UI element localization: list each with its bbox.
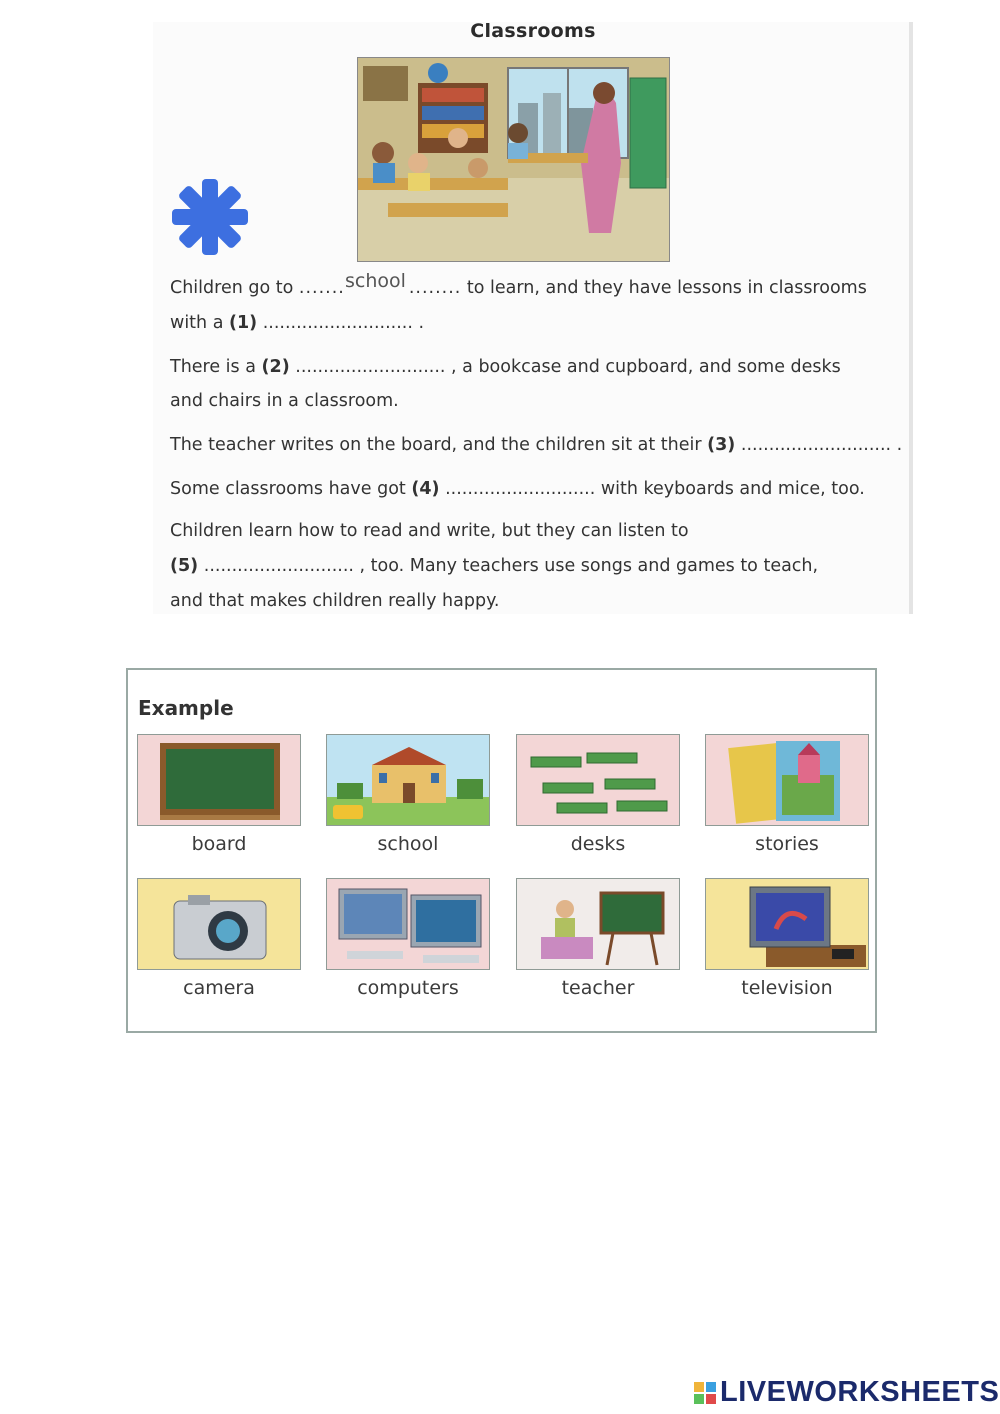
liveworksheets-logo	[694, 1376, 999, 1409]
text-line-5	[170, 435, 902, 455]
desks-picture	[516, 734, 680, 826]
computers-picture	[326, 878, 490, 970]
word-television: television	[741, 977, 833, 999]
text-line-4: and chairs in a classroom.	[170, 391, 399, 411]
word-stories: stories	[755, 833, 819, 855]
answer-blank-2[interactable]: ........................... , a bookcase and cupboard, and some desks	[289, 357, 841, 377]
word-camera: camera	[183, 977, 255, 999]
text-line-1	[170, 278, 867, 298]
asterisk-icon	[168, 175, 252, 259]
word-teacher: teacher	[561, 977, 635, 999]
answer-blank-1[interactable]: ........................... .	[257, 313, 425, 333]
question-number-5: (5)	[170, 556, 199, 576]
liveworksheets-icon	[694, 1382, 716, 1404]
brand-text: LIVEWORKSHEETS	[720, 1376, 1000, 1408]
word-desks: desks	[570, 833, 626, 855]
answer-blank-example-tail: ........	[408, 278, 462, 298]
text: Some classrooms have got	[170, 479, 412, 499]
handwritten-answer: school	[345, 270, 406, 292]
example-title: Example	[138, 696, 234, 720]
text: Children go to	[170, 278, 299, 298]
teacher-picture	[516, 878, 680, 970]
camera-picture	[137, 878, 301, 970]
answer-blank-4[interactable]: ........................... with keyboards and mice, too.	[439, 479, 865, 499]
word-computers: computers	[357, 977, 459, 999]
question-number-2: (2)	[261, 357, 290, 377]
text-line-6	[170, 479, 865, 499]
question-number-3: (3)	[707, 435, 736, 455]
question-number-4: (4)	[411, 479, 440, 499]
text-line-2	[170, 313, 424, 333]
word-board: board	[191, 833, 247, 855]
word-school: school	[377, 833, 439, 855]
text: There is a	[170, 357, 262, 377]
answer-blank-example[interactable]: .......	[298, 278, 345, 298]
text: The teacher writes on the board, and the children sit at their	[170, 435, 708, 455]
answer-blank-3[interactable]: ........................... .	[735, 435, 903, 455]
text: to learn, and they have lessons in classrooms	[461, 278, 867, 298]
page-title: Classrooms	[470, 20, 596, 42]
board-picture	[137, 734, 301, 826]
text-line-3	[170, 357, 841, 377]
text-line-8	[170, 556, 818, 576]
school-picture	[326, 734, 490, 826]
television-picture	[705, 878, 869, 970]
stories-picture	[705, 734, 869, 826]
question-number-1: (1)	[228, 313, 258, 333]
answer-blank-5[interactable]: ........................... , too. Many teachers use songs and games to teach,	[198, 556, 819, 576]
text: with a	[170, 313, 229, 333]
classroom-illustration	[357, 57, 670, 262]
text-line-7: Children learn how to read and write, but they can listen to	[170, 521, 689, 541]
text-line-9: and that makes children really happy.	[170, 591, 500, 611]
